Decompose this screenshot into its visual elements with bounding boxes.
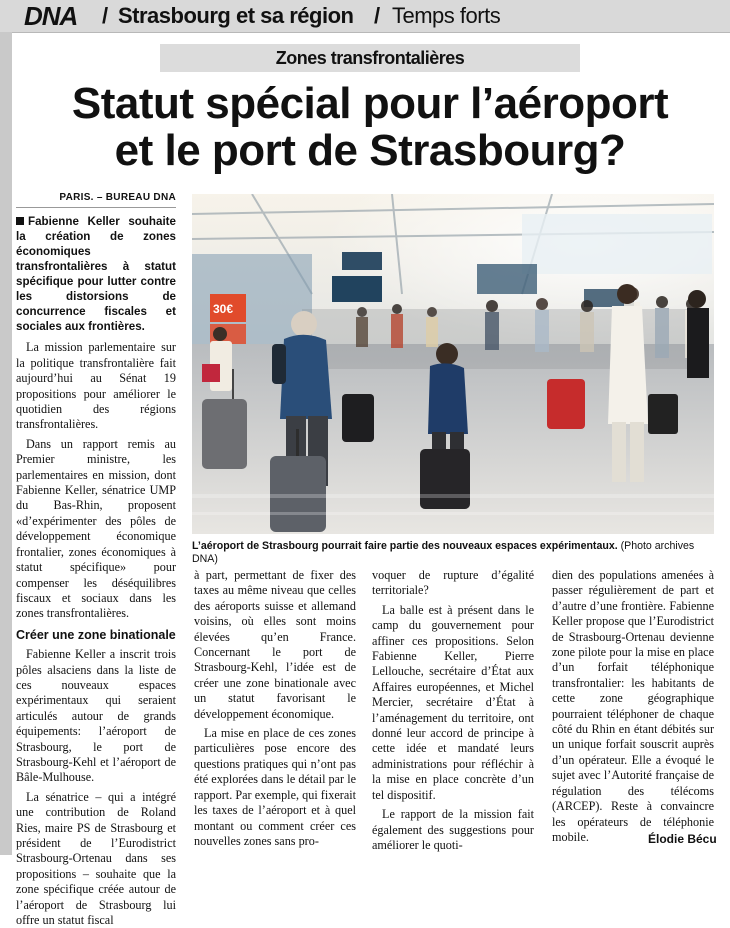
article-headline xyxy=(20,80,720,174)
text-column-4 xyxy=(552,568,714,845)
breadcrumb-subsection[interactable]: Temps forts xyxy=(392,3,501,28)
photo-credit: (Photo archives DNA) xyxy=(192,540,695,565)
paragraph: voquer de rupture d’égalité territoriale? xyxy=(372,568,534,598)
dateline: PARIS. – BUREAU DNA xyxy=(16,190,176,208)
paragraph: Le rapport de la mission fait également des suggestions pour améliorer le quoti- xyxy=(372,807,534,852)
text-column-1 xyxy=(16,190,176,928)
paragraph: La mise en place de ces zones particulières pose encore des questions pratiques qui n’ont pas été explorées dans le détail par le rapport. Par exemple, qui fixerait les taxes de l’aéroport et à quel montant ou comment créer ces nouvelles zones sans pro- xyxy=(194,726,356,848)
subheading: Créer une zone binationale xyxy=(16,627,176,642)
text-column-3 xyxy=(372,568,534,853)
section-header xyxy=(0,0,730,33)
headline-line-2: et le port de Strasbourg? xyxy=(114,126,626,175)
caption-text: L’aéroport de Strasbourg pourrait faire partie des nouveaux espaces expérimentaux. xyxy=(192,540,618,552)
breadcrumb-separator: / xyxy=(102,3,109,28)
paragraph: dien des populations amenées à passer régulièrement de part et d’autre d’une frontière. Fabienne Keller propose que l’Eurodistrict de Strasbourg-Ortenau devienne zone pilote pour la mise en place d’un forfait téléphonique transfrontalier: les habitants de cette zone géographique pourraient téléphoner de chaque côté du Rhin en étant débités sur un unique forfait souscrit auprès d’un opérateur. Elle a évoqué le sujet avec l’Autorité française de régulation des télécoms (ARCEP). Reste à convaincre les opérateurs de téléphonie mobile. xyxy=(552,568,714,844)
lede-text: Fabienne Keller souhaite la création de zones économiques transfrontalières à statut spécifique pour lutter contre les distorsions de concurrence fiscales et sociales aux frontières. xyxy=(16,215,176,334)
paragraph: Dans un rapport remis au Premier ministre, les parlementaires en mission, dont Fabienne Keller, sénatrice UMP du Bas-Rhin, proposent «d’expérimenter des pôles de développement économique frontalier, zones économiques à statut spécifique» pour compenser les déséquilibres fiscaux et sociaux dans les zones transfrontalières. xyxy=(16,436,176,621)
bullet-square-icon xyxy=(16,217,24,225)
article-kicker: Zones transfrontalières xyxy=(160,44,580,72)
paragraph: La mission parlementaire sur la politique transfrontalière fait aujourd’hui au Sénat 19 propositions pour améliorer le quotidien des régions transfrontalières. xyxy=(16,340,176,432)
left-margin-bar xyxy=(0,32,12,855)
paragraph: La balle est à présent dans le camp du gouvernement pour affiner ces propositions. Selon Fabienne Keller, Pierre Lellouche, secrétaire d’État aux Affaires européennes, et Michel Mercier, secrétaire d’État à l’aménagement du territoire, ont donné leur accord de principe à cette idée et mandaté leurs administrations pour réfléchir à la mise en place concrète d’un tel dispositif. xyxy=(372,602,534,802)
paragraph: Fabienne Keller a inscrit trois pôles alsaciens dans la liste de ces nouveaux espaces expérimentaux qui seraient articulés autour de grands équipements: l’aéroport de Strasbourg, le port de Strasbourg-Kehl et l’aéroport de Bâle-Mulhouse. xyxy=(16,647,176,785)
newspaper-logo[interactable]: DNA xyxy=(24,1,78,31)
paragraph: La sénatrice – qui a intégré une contribution de Roland Ries, maire PS de Strasbourg et président de l’Eurodistrict Strasbourg-Ortenau dans ses propositions – souhaite que la zone spécifique créée autour de l’aéroport de Strasbourg lui offre un statut fiscal xyxy=(16,789,176,928)
breadcrumb-section[interactable]: Strasbourg et sa région xyxy=(118,3,354,28)
text-column-2 xyxy=(194,568,356,849)
airport-terminal-illustration xyxy=(192,194,714,534)
svg-text:30€: 30€ xyxy=(213,302,234,316)
article-lede xyxy=(16,214,176,334)
photo-caption xyxy=(192,540,722,566)
paragraph: à part, permettant de fixer des taxes au même niveau que celles des aéroports suisse et allemand voisins, où elles sont moins élevées qu’en France. Concernant le port de Strasbourg-Kehl, l’idée est de créer une zone binationale avec un statut favorisant le développement économique. xyxy=(194,568,356,721)
article-photo[interactable] xyxy=(192,194,714,534)
headline-line-1: Statut spécial pour l’aéroport xyxy=(71,79,669,128)
author-signature: Élodie Bécu xyxy=(648,832,717,846)
breadcrumb-separator-2: / xyxy=(374,3,381,28)
